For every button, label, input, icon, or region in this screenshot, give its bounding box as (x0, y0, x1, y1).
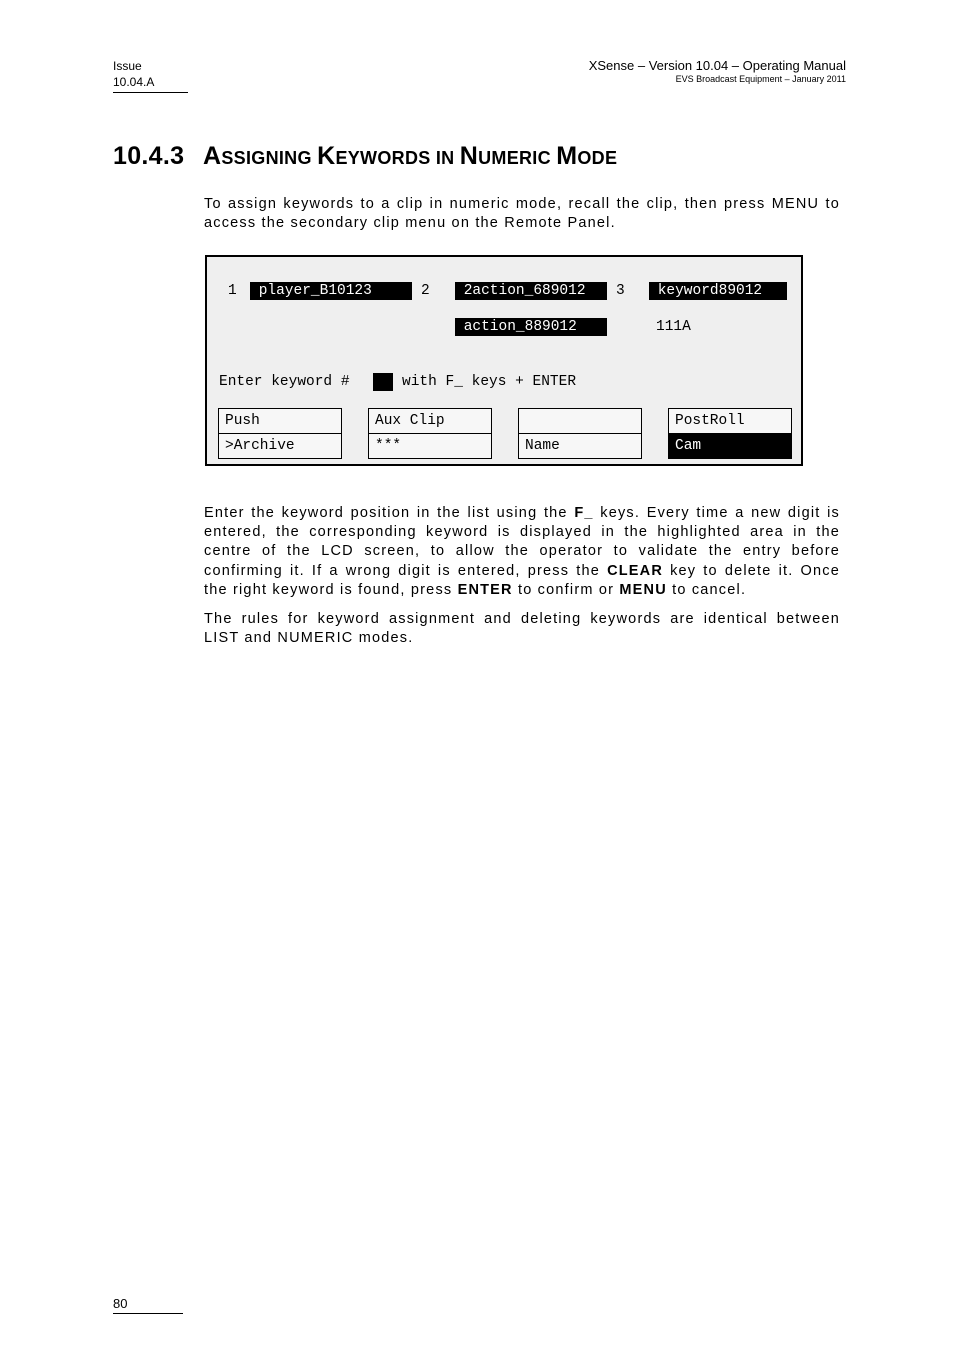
issue-block (113, 58, 188, 93)
highlighted-keyword: action_889012 (455, 318, 607, 336)
slot3-number: 3 (616, 283, 625, 299)
menu-name[interactable]: Name (518, 433, 642, 459)
lcd-screen (205, 255, 803, 466)
rules-paragraph: The rules for keyword assignment and deleting keywords are identical between LIST and NUMERIC modes. (204, 611, 840, 647)
manual-header (589, 58, 846, 85)
title-rest-4: ODE (577, 148, 618, 168)
menu-postroll[interactable]: PostRoll (668, 408, 792, 434)
entry-cursor (373, 373, 393, 391)
title-rest-1: SSIGNING (221, 148, 318, 168)
title-cap-2: K (317, 142, 336, 170)
menu-cam[interactable]: Cam (668, 433, 792, 459)
key-f: F_ (574, 505, 594, 521)
prompt-text-start: Enter keyword # (219, 374, 350, 390)
title-cap-1: A (203, 142, 222, 170)
manual-title: XSense – Version 10.04 – Operating Manual (588, 58, 846, 73)
slot2-number: 2 (421, 283, 430, 299)
menu-empty[interactable] (518, 408, 642, 434)
para-text: to confirm or (512, 581, 620, 598)
slot1-keyword: player_B10123 (250, 282, 412, 300)
issue-label: Issue (113, 59, 142, 73)
menu-archive[interactable]: >Archive (218, 433, 342, 459)
prompt-text-end: with F_ keys + ENTER (402, 374, 577, 390)
menu-aux-clip[interactable]: Aux Clip (368, 408, 492, 434)
para-text: keys. Every time a new digit is entered, the corresponding keyword is displayed in the highlighted area in the centre of the LCD screen, to allow the operator to validate the entry before confirming it. If a wrong digit is entered, press the (204, 505, 841, 579)
para-text: Enter the keyword position in the list using the (204, 505, 575, 521)
page-number: 80 (113, 1296, 183, 1314)
title-cap-3: N (459, 142, 479, 170)
para-text: to cancel. (666, 581, 747, 598)
key-menu: MENU (619, 581, 667, 598)
title-rest-2: EYWORDS IN (335, 148, 460, 168)
publisher-line: EVS Broadcast Equipment – January 2011 (675, 74, 846, 84)
menu-stars[interactable]: *** (368, 433, 492, 459)
intro-paragraph: To assign keywords to a clip in numeric mode, recall the clip, then press MENU to access the secondary clip menu on the Remote Panel. (204, 196, 840, 232)
section-heading (113, 142, 617, 171)
title-rest-3: UMERIC (478, 148, 557, 168)
section-number: 10.4.3 (113, 142, 185, 170)
title-cap-4: M (556, 142, 578, 170)
slot2-keyword: 2action_689012 (455, 282, 607, 300)
slot3-keyword: keyword89012 (649, 282, 787, 300)
slot1-number: 1 (228, 283, 237, 299)
para-text: key to delete it. Once the right keyword is found, press (204, 562, 841, 598)
key-enter: ENTER (457, 581, 513, 598)
issue-number: 10.04.A (113, 75, 155, 89)
instructions-paragraph (204, 504, 840, 600)
menu-push[interactable]: Push (218, 408, 342, 434)
key-clear: CLEAR (607, 562, 664, 579)
clip-id: 111A (656, 319, 691, 335)
